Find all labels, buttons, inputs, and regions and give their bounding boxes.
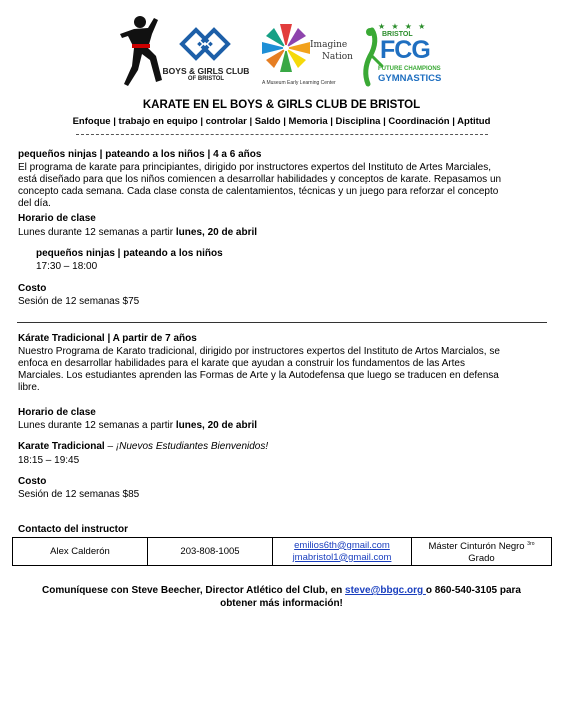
imagine-logo-text: Imagine (310, 40, 348, 50)
section1-cost-value: Sesión de 12 semanas $75 (18, 296, 140, 307)
email-link-1[interactable]: emilios6th@gmail.com (294, 539, 390, 551)
section2-cost-label: Costo (18, 476, 47, 487)
fcg-top-text: BRISTOL (382, 31, 413, 38)
instructor-phone: 203-808-1005 (148, 538, 273, 566)
nation-logo-text: Nation (322, 52, 353, 62)
section2-class-line: Karate Tradicional – ¡Nuevos Estudiantes Bienvenidos! (18, 441, 269, 452)
section2-desc-line2: enfoca en desarrollar habilidades para el karate que ayudan a construir los fundamentos de las Artes (18, 358, 465, 369)
section1-desc-line3: concepto cada semana. Cada clase consta de calentamientos, técnicas y un juego para reforzar el concepto (18, 186, 499, 197)
section1-desc-line1: El programa de karate para principiantes, dirigido por instructores expertos del Instituto de Artes Marciales, (18, 162, 492, 173)
email-link-2[interactable]: jmabristol1@gmail.com (292, 551, 392, 563)
bgc-logo-subtext: OF BRISTOL (187, 76, 225, 82)
section2-class-time: 18:15 – 19:45 (18, 455, 80, 466)
section1-desc-line4: del día. (18, 198, 51, 209)
stars-decoration: ★ ★ ★ ★ (378, 22, 428, 31)
instructor-rank: Máster Cinturón Negro $^{3ro}$ Grado (412, 538, 552, 566)
logo-row (0, 12, 563, 94)
section-divider (17, 322, 547, 323)
section1-desc-line2: está diseñado para que los niños comiencen a desarrollar habilidades y conceptos de karate. Repasamos un (18, 174, 502, 185)
section2-cost-value: Sesión de 12 semanas $85 (18, 489, 140, 500)
page-title: KARATE EN EL BOYS & GIRLS CLUB DE BRISTOL (142, 99, 421, 111)
dashed-divider (76, 134, 488, 135)
imagine-logo-tagline: A Museum Early Learning Center (262, 80, 336, 86)
table-row (13, 538, 552, 566)
section1-heading: pequeños ninjas | pateando a los niños | 4 a 6 años (18, 149, 262, 160)
contact-label: Contacto del instructor (18, 524, 129, 535)
contact-table (12, 537, 552, 566)
footer-email-link[interactable]: steve@bbgc.org (345, 585, 426, 596)
boys-girls-club-logo (176, 24, 234, 66)
section2-schedule-label: Horario de clase (18, 407, 96, 418)
section1-class-time: 17:30 – 18:00 (36, 261, 98, 272)
page-subtitle: Enfoque | trabajo en equipo | controlar | Saldo | Memoria | Disciplina | Coordinación | Aptitud (72, 116, 491, 127)
pinwheel-logo (262, 20, 310, 76)
footer-contact-text: Comuníquese con Steve Beecher, Director Atlético del Club, en steve@bbgc.org o 860-540-3105 para obtener más información! (41, 585, 521, 609)
bgc-logo-text: BOYS & GIRLS CLUB (162, 66, 250, 76)
section2-desc-line4: libre. (18, 382, 40, 393)
section1-cost-label: Costo (18, 283, 47, 294)
fcg-line1-text: FUTURE CHAMPIONS (378, 66, 441, 72)
section2-heading: Kárate Tradicional | A partir de 7 años (18, 333, 197, 344)
section1-class-name: pequeños ninjas | pateando a los niños (36, 248, 223, 259)
section1-schedule: Lunes durante 12 semanas a partir lunes, 20 de abril (18, 227, 258, 238)
fcg-logo-text: FCG (380, 36, 430, 64)
instructor-emails (273, 538, 412, 566)
section2-schedule: Lunes durante 12 semanas a partir lunes, 20 de abril (18, 420, 258, 431)
section1-schedule-label: Horario de clase (18, 213, 96, 224)
fcg-line2-text: GYMNASTICS (378, 73, 442, 84)
instructor-name: Alex Calderón (13, 538, 148, 566)
section2-desc-line1: Nuestro Programa de Karato tradicional, dirigido por instructores expertos del Instituto de Artos Marcialos, se (18, 346, 500, 357)
section2-desc-line3: Marciales. Los estudiantes aprenden las Formas de Arte y la Autodefensa que luego se traducen en defensa (18, 370, 499, 381)
